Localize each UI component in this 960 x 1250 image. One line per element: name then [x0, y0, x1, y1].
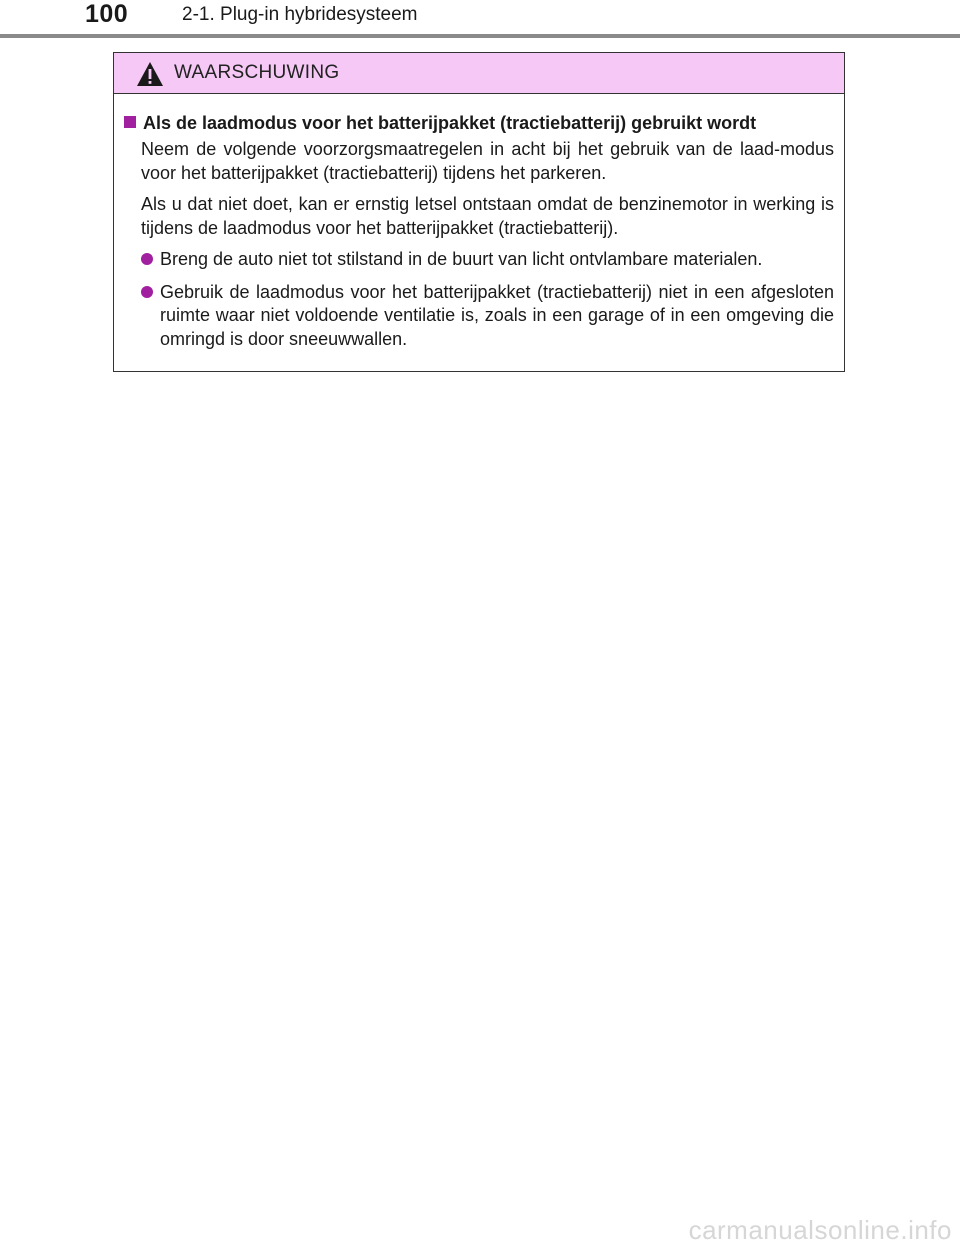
warning-box	[113, 52, 845, 372]
warning-paragraph-1: Neem de volgende voorzorgsmaatregelen in acht bij het gebruik van de laad-modus voor het batterijpakket (tractiebatterij) tijdens het parkeren.	[141, 139, 834, 183]
header-divider	[0, 34, 960, 38]
warning-body	[114, 94, 844, 351]
square-bullet-icon	[124, 116, 136, 128]
warning-paragraph-2: Als u dat niet doet, kan er ernstig letsel ontstaan omdat de benzinemotor in werking is tijdens de laadmodus voor het batterijpakket (tractiebatterij).	[141, 194, 834, 238]
warning-header	[114, 53, 844, 94]
warning-subheading	[124, 112, 834, 134]
warning-subheading-text: Als de laadmodus voor het batterijpakket (tractiebatterij) gebruikt wordt	[143, 113, 757, 133]
warning-bullet-text-2: Gebruik de laadmodus voor het batterijpakket (tractiebatterij) niet in een afgesloten ruimte waar niet voldoende ventilatie is, zoals in een garage of in een omgeving die omringd is door sneeuwwallen.	[160, 281, 834, 349]
watermark: carmanualsonline.info	[688, 1215, 952, 1245]
warning-bullet-item-1	[124, 248, 834, 272]
warning-bullet-text-1: Breng de auto niet tot stilstand in de buurt van licht ontvlambare materialen.	[160, 249, 763, 269]
round-bullet-icon	[141, 253, 153, 265]
page-number: 100	[85, 0, 129, 28]
round-bullet-icon	[141, 286, 153, 298]
section-title: 2-1. Plug-in hybridesysteem	[182, 4, 418, 25]
warning-bullet-item-2	[124, 281, 834, 352]
warning-title: WAARSCHUWING	[174, 62, 340, 83]
page-header	[0, 0, 960, 40]
warning-triangle-icon	[136, 61, 164, 87]
